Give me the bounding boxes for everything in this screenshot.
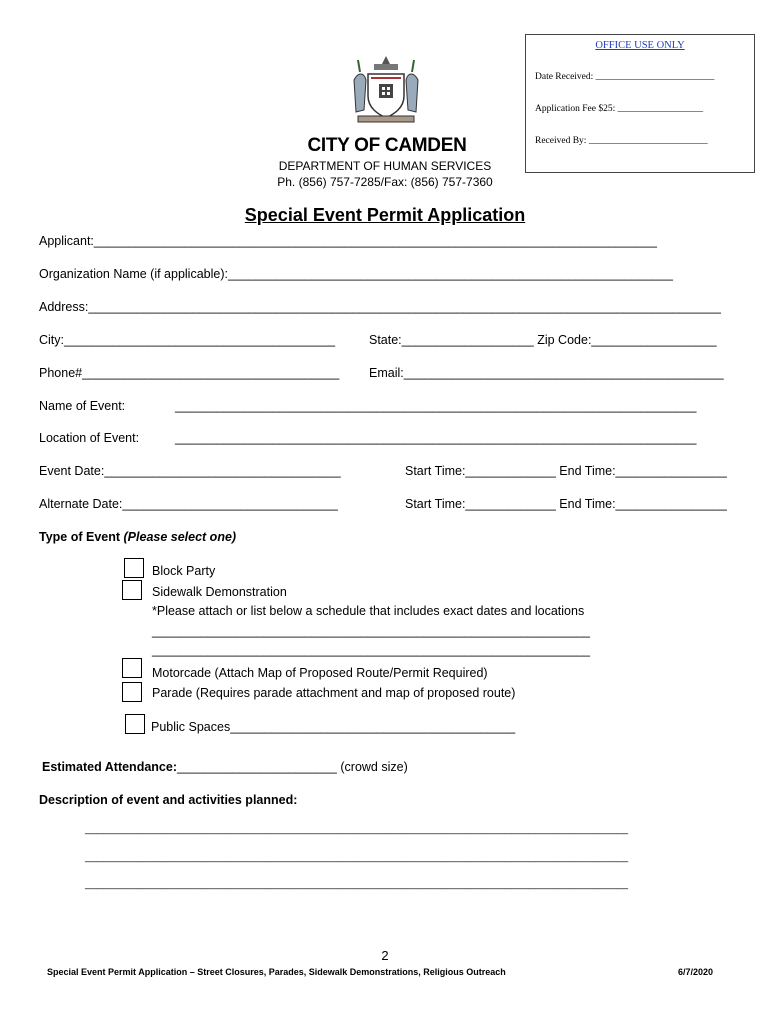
parade-checkbox[interactable] (122, 682, 142, 702)
department-phone: Ph. (856) 757-7285/Fax: (856) 757-7360 (277, 175, 493, 189)
block-party-label: Block Party (152, 564, 216, 578)
event-name-field[interactable]: ___________________________________________________________________________ (175, 399, 697, 413)
description-label: Description of event and activities planned: (39, 793, 298, 807)
footer-date: 6/7/2020 (678, 967, 714, 977)
form-title: Special Event Permit Application (244, 205, 526, 225)
event-time-field[interactable]: Start Time:_____________ End Time:________________ (405, 464, 727, 478)
page-number: 2 (381, 948, 389, 963)
description-line-1[interactable]: _____________________________________________________________________________________________ (85, 823, 629, 835)
event-name-label: Name of Event: (39, 399, 126, 413)
schedule-note: *Please attach or list below a schedule that includes exact dates and locations (152, 604, 585, 618)
public-spaces-checkbox[interactable] (125, 714, 145, 734)
event-type-heading-text: Type of Event (39, 530, 124, 544)
city-field[interactable]: City:_______________________________________ (39, 333, 336, 347)
parade-label: Parade (Requires parade attachment and map of proposed route) (152, 686, 516, 700)
description-line-3[interactable]: _____________________________________________________________________________________________ (85, 878, 629, 890)
application-fee-field[interactable]: Application Fee $25: __________________ (535, 104, 704, 114)
email-field[interactable]: Email:______________________________________________ (369, 366, 724, 380)
date-received-field[interactable]: Date Received: _________________________ (535, 72, 715, 82)
footer-title: Special Event Permit Application – Street Closures, Parades, Sidewalk Demonstrations, Religious Outreach (47, 967, 506, 977)
phone-field[interactable]: Phone#_____________________________________ (39, 366, 340, 380)
organization-field[interactable]: Organization Name (if applicable):________________________________________________________________ (39, 267, 673, 281)
received-by-field[interactable]: Received By: _________________________ (535, 136, 708, 146)
attendance-suffix: (crowd size) (336, 760, 408, 774)
public-spaces-field[interactable]: Public Spaces_________________________________________ (151, 720, 516, 734)
event-type-note: (Please select one) (123, 530, 237, 544)
description-line-2[interactable]: _____________________________________________________________________________________________ (85, 851, 629, 863)
location-label: Location of Event: (39, 431, 140, 445)
block-party-checkbox[interactable] (124, 558, 144, 578)
event-date-field[interactable]: Event Date:__________________________________ (39, 464, 341, 478)
state-zip-field[interactable]: State:___________________ Zip Code:__________________ (369, 333, 717, 347)
alternate-time-field[interactable]: Start Time:_____________ End Time:________________ (405, 497, 727, 511)
event-type-heading (39, 530, 236, 544)
sidewalk-checkbox[interactable] (122, 580, 142, 600)
attendance-row (42, 760, 408, 774)
city-seal-icon (346, 50, 426, 130)
office-use-title: OFFICE USE ONLY (595, 40, 685, 51)
department-name: DEPARTMENT OF HUMAN SERVICES (278, 159, 492, 173)
alternate-date-field[interactable]: Alternate Date:_______________________________ (39, 497, 338, 511)
applicant-field[interactable]: Applicant:_________________________________________________________________________________ (39, 234, 657, 248)
location-field[interactable]: ___________________________________________________________________________ (175, 431, 697, 445)
schedule-line-1[interactable]: _______________________________________________________________ (152, 624, 590, 638)
attendance-label: Estimated Attendance: (42, 760, 177, 774)
motorcade-checkbox[interactable] (122, 658, 142, 678)
sidewalk-label: Sidewalk Demonstration (152, 585, 287, 599)
city-title: CITY OF CAMDEN (307, 135, 467, 156)
attendance-field[interactable]: _______________________ (176, 760, 337, 774)
address-field[interactable]: Address:___________________________________________________________________________________________ (39, 300, 721, 314)
schedule-line-2[interactable]: _______________________________________________________________ (152, 643, 590, 657)
motorcade-label: Motorcade (Attach Map of Proposed Route/Permit Required) (152, 666, 488, 680)
